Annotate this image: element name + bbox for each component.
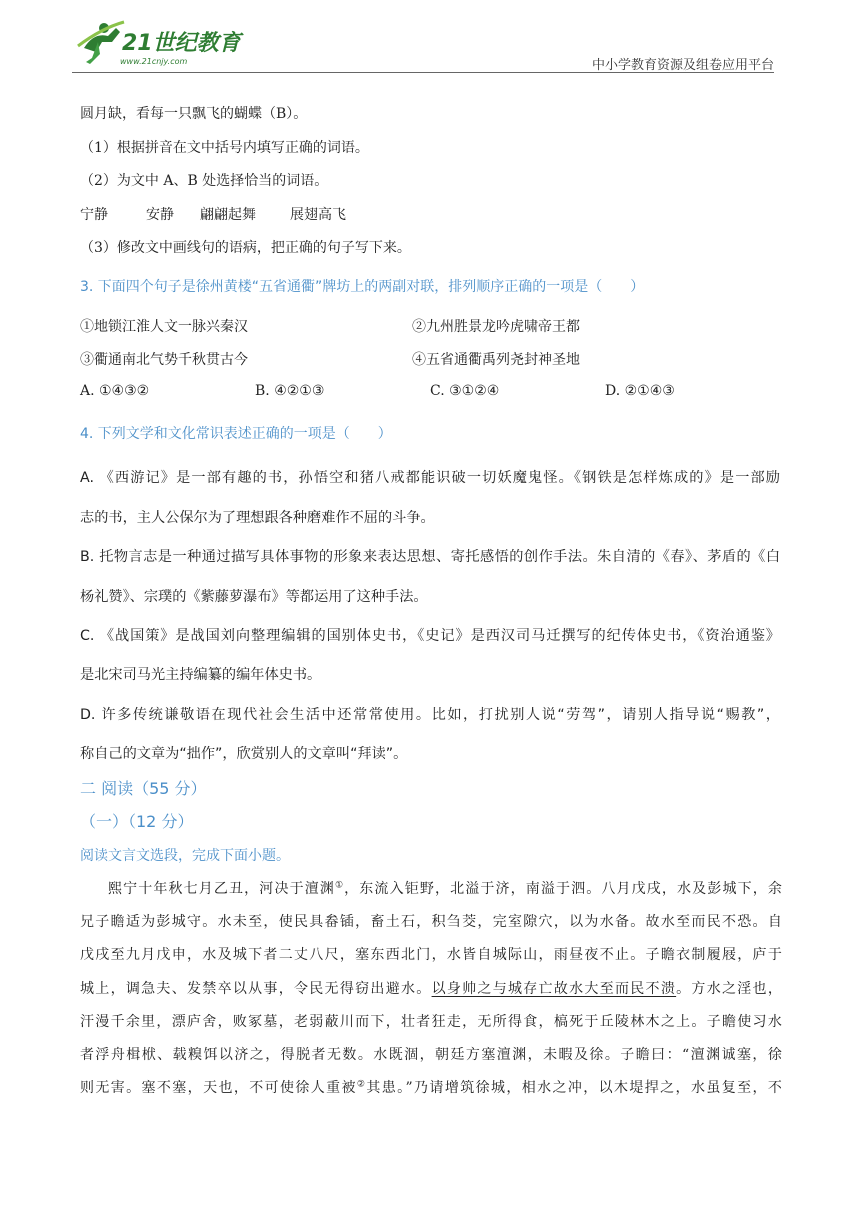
logo-text: 21世纪教育	[122, 31, 241, 56]
underlined-sentence: 以身帅之与城存亡故水大至而民不溃	[431, 981, 677, 997]
reading-instruction: 阅读文言文选段，完成下面小题。	[80, 848, 290, 864]
text-line: （2）为文中 A、B 处选择恰当的词语。	[80, 173, 329, 189]
word-choice: 展翅高飞	[290, 207, 346, 223]
site-logo[interactable]	[72, 18, 252, 68]
word-choice: 宁静	[80, 207, 108, 223]
option-d: D. ②①④③	[605, 383, 675, 399]
couplet-sentence: ③衢通南北气势千秋贯古今	[80, 352, 248, 368]
option-b: B. ④②①③	[255, 383, 325, 399]
couplet-sentence: ④五省通衢禹列尧封神圣地	[412, 352, 580, 368]
option-c: C. ③①②④	[430, 383, 500, 399]
text-line: （3）修改文中画线句的语病，把正确的句子写下来。	[80, 240, 411, 256]
passage-line: 汗漫千余里，漂庐舍，败冢墓，老弱蔽川而下，壮者狂走，无所得食，槁死于丘陵林木之上。子瞻使习水	[80, 1014, 782, 1030]
footnote-mark: ①	[334, 880, 345, 891]
logo-url: www.21cnjy.com	[120, 57, 188, 66]
option-d-line: 称自己的文章为“拙作”，欣赏别人的文章叫“拜读”。	[80, 746, 408, 762]
runner-logo-icon	[72, 18, 252, 68]
word-choice: 安静	[146, 207, 174, 223]
platform-name: 中小学教育资源及组卷应用平台	[591, 58, 774, 73]
text-line: （1）根据拼音在文中括号内填写正确的词语。	[80, 140, 369, 156]
option-a: A. ①④③②	[80, 383, 150, 399]
option-c-line: 是北宋司马光主持编纂的编年体史书。	[80, 667, 322, 683]
footnote-mark: ②	[356, 1079, 367, 1090]
option-a-line: 志的书，主人公保尔为了理想跟各种磨难作不屈的斗争。	[80, 510, 435, 526]
option-d-line: D. 许多传统谦敬语在现代社会生活中还常常使用。比如，打扰别人说“劳驾”，请别人指导说“赐教”，	[80, 707, 780, 723]
option-a-line: A. 《西游记》是一部有趣的书，孙悟空和猪八戒都能识破一切妖魔鬼怪。《钢铁是怎样炼成的》是一部励	[80, 470, 780, 486]
option-c-line: C. 《战国策》是战国刘向整理编辑的国别体史书，《史记》是西汉司马迁撰写的纪传体史书，《资治通鉴》	[80, 628, 780, 644]
couplet-sentence: ②九州胜景龙吟虎啸帝王都	[412, 319, 580, 335]
passage-line: 戊戌至九月戊申，水及城下者二丈八尺，塞东西北门，水皆自城际山，雨昼夜不止。子瞻衣制履屐，庐于	[80, 947, 782, 963]
option-b-line: B. 托物言志是一种通过描写具体事物的形象来表达思想、寄托感悟的创作手法。朱自清的《春》、茅盾的《白	[80, 549, 781, 565]
passage-line: 者浮舟楫栿、载糗饵以济之，得脱者无数。水既涸，朝廷方塞澶渊，未暇及徐。子瞻曰：“澶渊诚塞，徐	[80, 1047, 782, 1063]
question-3-stem: 3. 下面四个句子是徐州黄楼“五省通衢”牌坊上的两副对联，排列顺序正确的一项是（ ）	[80, 279, 645, 295]
word-choice: 翩翩起舞	[200, 207, 256, 223]
text-line: 圆月缺，看每一只飘飞的蝴蝶（B）。	[80, 106, 308, 122]
option-b-line: 杨礼赞》、宗璞的《紫藤萝瀑布》等都运用了这种手法。	[80, 589, 428, 605]
subsection-title: （一）（12 分）	[80, 812, 194, 831]
passage-line: 则无害。塞不塞，天也，不可使徐人重被②其患。”乃请增筑徐城，相水之冲，以木堤捍之，水虽复至，不	[80, 1079, 783, 1096]
header-divider	[72, 72, 774, 73]
passage-line: 城上，调急夫、发禁卒以从事，令民无得窃出避水。以身帅之与城存亡故水大至而民不溃。方水之淫也，	[80, 981, 782, 997]
question-4-stem: 4. 下列文学和文化常识表述正确的一项是（ ）	[80, 426, 392, 442]
passage-line: 兄子瞻适为彭城守。水未至，使民具畚锸，畜土石，积刍茭，完室隙穴，以为水备。故水至而民不恐。自	[80, 914, 782, 930]
couplet-sentence: ①地锁江淮人文一脉兴秦汉	[80, 319, 248, 335]
section-title: 二 阅读（55 分）	[80, 779, 207, 798]
passage-line: 熙宁十年秋七月乙丑，河决于澶渊①，东流入钜野，北溢于济，南溢于泗。八月戊戌，水及彭城下，余	[108, 880, 782, 897]
page-header	[0, 0, 860, 80]
